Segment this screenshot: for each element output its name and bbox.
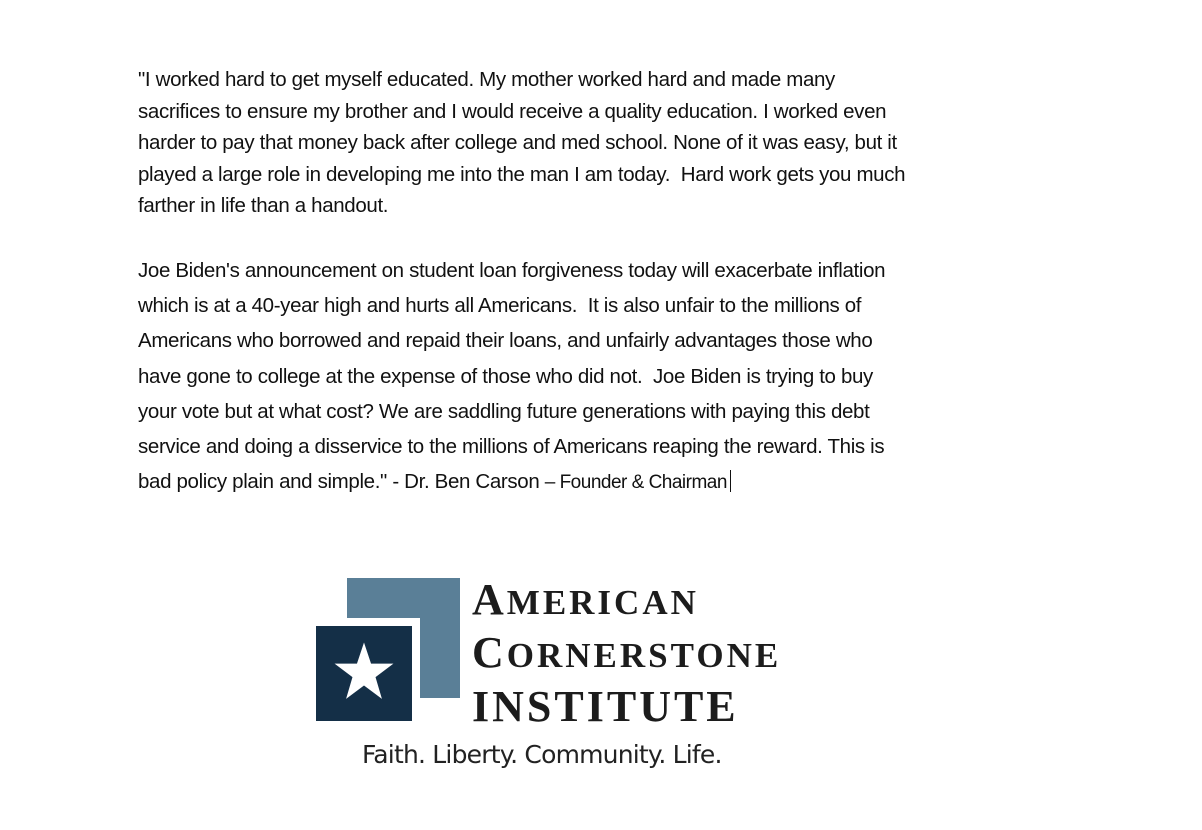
quote-line: service and doing a disservice to the millions of Americans reaping the reward. This is <box>138 435 885 459</box>
quote-line: sacrifices to ensure my brother and I would receive a quality education. I worked even <box>138 99 887 123</box>
quote-line: "I worked hard to get myself educated. My mother worked hard and made many <box>138 68 835 91</box>
quote-line: your vote but at what cost? We are saddling future generations with paying this debt <box>138 399 870 423</box>
quote-line: harder to pay that money back after college and med school. None of it was easy, but it <box>138 131 897 154</box>
logo-tagline: Faith. Liberty. Community. Life. <box>362 740 722 769</box>
attribution-role: – Founder & Chairman <box>544 472 727 494</box>
quote-closing-text: bad policy plain and simple." - Dr. Ben Carson <box>138 470 545 494</box>
quote-paragraph-2 <box>138 253 1098 500</box>
quote-line: which is at a 40-year high and hurts all Americans. It is also unfair to the millions of <box>138 294 862 318</box>
logo-text-institute: INSTITUTE <box>472 682 739 731</box>
quote-last-line <box>138 464 1098 500</box>
logo-text-cornerstone: CORNERSTONE <box>472 628 782 677</box>
logo-text-american: AMERICAN <box>472 575 699 624</box>
star-icon <box>332 640 396 704</box>
quote-line: have gone to college at the expense of those who did not. Joe Biden is trying to buy <box>138 364 873 388</box>
quote-line: played a large role in developing me into the man I am today. Hard work gets you much <box>138 162 906 186</box>
quote-paragraph-1 <box>138 64 1098 222</box>
text-cursor <box>730 470 732 492</box>
quote-line: Americans who borrowed and repaid their loans, and unfairly advantages those who <box>138 329 873 353</box>
quote-line: farther in life than a handout. <box>138 194 389 217</box>
quote-line: Joe Biden's announcement on student loan forgiveness today will exacerbate inflation <box>138 259 886 282</box>
